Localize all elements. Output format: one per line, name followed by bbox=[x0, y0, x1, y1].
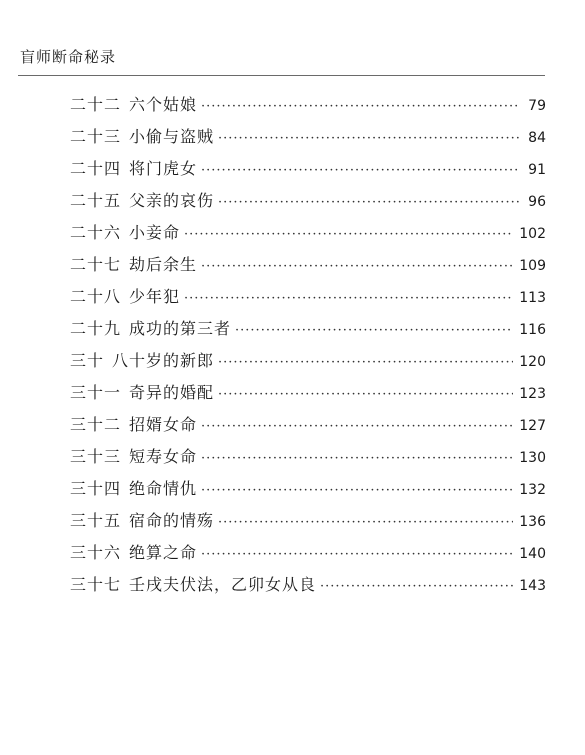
chapter-title: 短寿女命 bbox=[129, 447, 198, 466]
page-number: 127 bbox=[519, 418, 546, 434]
toc-entry[interactable] bbox=[70, 284, 546, 316]
chapter-number: 二十五 bbox=[70, 191, 122, 210]
chapter-number: 二十八 bbox=[70, 287, 122, 306]
chapter-number: 三十二 bbox=[70, 415, 122, 434]
dot-leader bbox=[218, 515, 513, 530]
dot-leader bbox=[201, 483, 513, 498]
toc-entry[interactable] bbox=[70, 188, 546, 220]
dot-leader bbox=[218, 195, 520, 210]
toc-entry[interactable] bbox=[70, 92, 546, 124]
dot-leader bbox=[201, 547, 513, 562]
page-number: 91 bbox=[528, 162, 546, 178]
header-divider bbox=[18, 75, 545, 76]
dot-leader bbox=[218, 355, 513, 370]
chapter-number: 二十三 bbox=[70, 127, 122, 146]
toc-entry[interactable] bbox=[70, 476, 546, 508]
page-number: 120 bbox=[519, 354, 546, 370]
toc-entry[interactable] bbox=[70, 508, 546, 540]
chapter-title: 六个姑娘 bbox=[129, 95, 198, 114]
dot-leader bbox=[201, 419, 513, 434]
dot-leader bbox=[218, 131, 520, 146]
chapter-title: 成功的第三者 bbox=[129, 319, 232, 338]
page-number: 109 bbox=[519, 258, 546, 274]
toc-entry[interactable] bbox=[70, 380, 546, 412]
dot-leader bbox=[201, 451, 513, 466]
page-number: 96 bbox=[528, 194, 546, 210]
chapter-number: 二十二 bbox=[70, 95, 122, 114]
page-number: 143 bbox=[519, 578, 546, 594]
chapter-title: 奇异的婚配 bbox=[129, 383, 215, 402]
chapter-number: 二十九 bbox=[70, 319, 122, 338]
chapter-title: 招婿女命 bbox=[129, 415, 198, 434]
chapter-title: 小妾命 bbox=[129, 223, 181, 242]
chapter-title: 宿命的情殇 bbox=[129, 511, 215, 530]
chapter-number: 三十 bbox=[70, 351, 105, 370]
chapter-title: 将门虎女 bbox=[129, 159, 198, 178]
chapter-title: 小偷与盗贼 bbox=[129, 127, 215, 146]
chapter-number: 二十七 bbox=[70, 255, 122, 274]
toc-entry[interactable] bbox=[70, 540, 546, 572]
chapter-title: 父亲的哀伤 bbox=[129, 191, 215, 210]
page-number: 123 bbox=[519, 386, 546, 402]
chapter-title: 少年犯 bbox=[129, 287, 181, 306]
chapter-number: 三十七 bbox=[70, 575, 122, 594]
toc-entry[interactable] bbox=[70, 156, 546, 188]
page-number: 132 bbox=[519, 482, 546, 498]
page-number: 84 bbox=[528, 130, 546, 146]
toc-entry[interactable] bbox=[70, 348, 546, 380]
chapter-number: 三十四 bbox=[70, 479, 122, 498]
page-number: 140 bbox=[519, 546, 546, 562]
toc-entry[interactable] bbox=[70, 412, 546, 444]
chapter-number: 三十一 bbox=[70, 383, 122, 402]
dot-leader bbox=[201, 99, 520, 114]
dot-leader bbox=[201, 163, 520, 178]
toc-entry[interactable] bbox=[70, 220, 546, 252]
dot-leader bbox=[320, 579, 513, 594]
page-number: 130 bbox=[519, 450, 546, 466]
chapter-title: 壬戌夫伏法，乙卯女从良 bbox=[129, 575, 317, 594]
toc-entry[interactable] bbox=[70, 572, 546, 604]
toc-entry[interactable] bbox=[70, 444, 546, 476]
toc-entry[interactable] bbox=[70, 316, 546, 348]
chapter-number: 三十六 bbox=[70, 543, 122, 562]
dot-leader bbox=[184, 291, 513, 306]
toc-entry[interactable] bbox=[70, 252, 546, 284]
chapter-title: 劫后余生 bbox=[129, 255, 198, 274]
page-number: 113 bbox=[519, 290, 546, 306]
page-number: 102 bbox=[519, 226, 546, 242]
chapter-title: 绝算之命 bbox=[129, 543, 198, 562]
chapter-number: 二十六 bbox=[70, 223, 122, 242]
dot-leader bbox=[184, 227, 513, 242]
chapter-title: 八十岁的新郎 bbox=[112, 351, 215, 370]
dot-leader bbox=[201, 259, 513, 274]
page-number: 116 bbox=[519, 322, 546, 338]
table-of-contents bbox=[70, 92, 546, 604]
chapter-title: 绝命情仇 bbox=[129, 479, 198, 498]
chapter-number: 三十五 bbox=[70, 511, 122, 530]
chapter-number: 二十四 bbox=[70, 159, 122, 178]
page-number: 136 bbox=[519, 514, 546, 530]
page-number: 79 bbox=[528, 98, 546, 114]
toc-entry[interactable] bbox=[70, 124, 546, 156]
dot-leader bbox=[235, 323, 513, 338]
running-header-title: 盲师断命秘录 bbox=[20, 48, 117, 66]
dot-leader bbox=[218, 387, 513, 402]
chapter-number: 三十三 bbox=[70, 447, 122, 466]
